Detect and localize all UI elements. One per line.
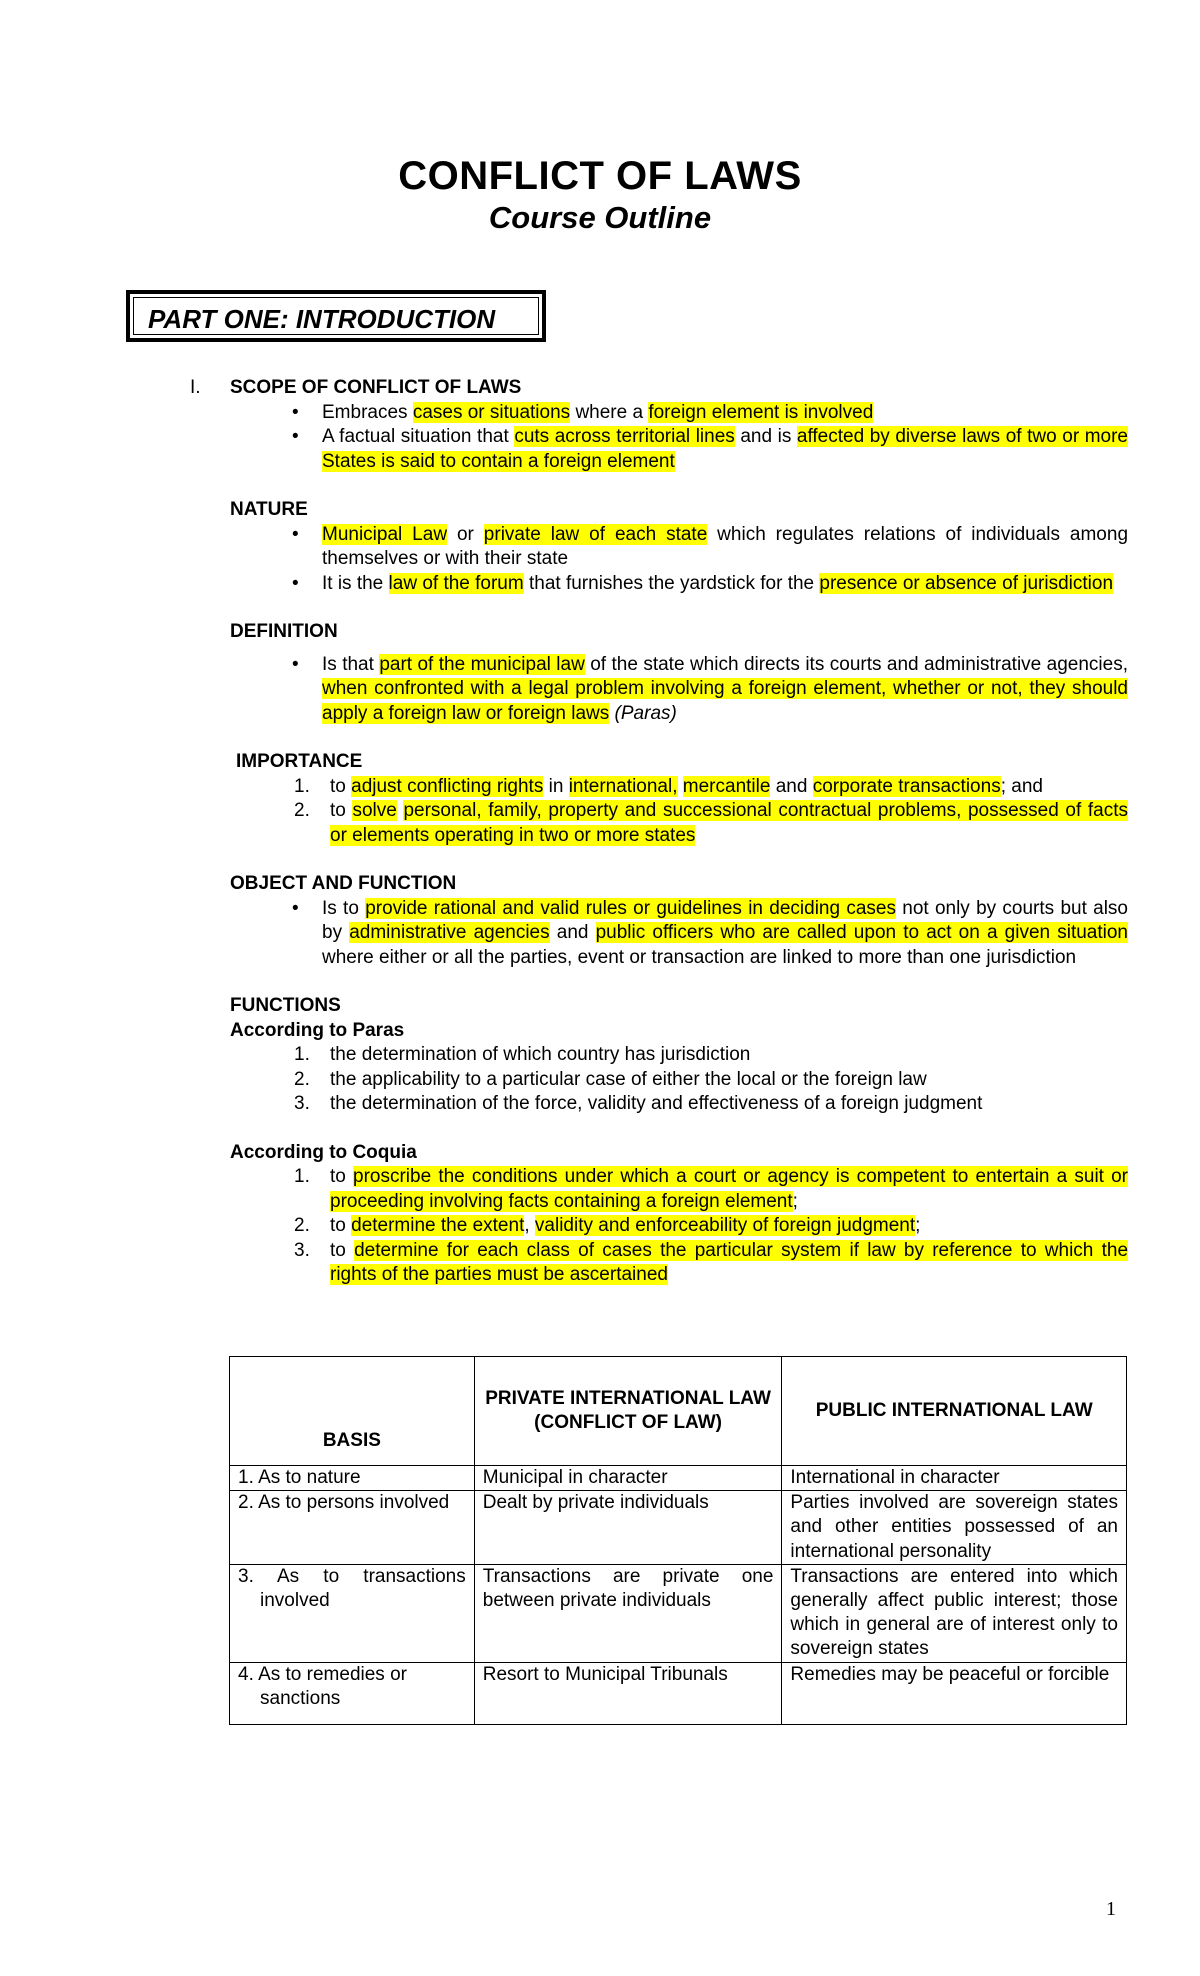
table-cell-basis: 3. As to transactions involved bbox=[230, 1564, 475, 1662]
table-cell-private: Transactions are private one between private individuals bbox=[474, 1564, 782, 1662]
outline-content bbox=[190, 376, 1129, 1288]
comparison-table bbox=[229, 1356, 1127, 1725]
list-item: 3. to determine for each class of cases the particular system if law by reference to which the rights of the parties must be ascertained bbox=[294, 1239, 1129, 1285]
object-bullets bbox=[230, 897, 1128, 971]
list-item: 3. the determination of the force, validity and effectiveness of a foreign judgment bbox=[294, 1093, 983, 1114]
definition-heading: DEFINITION bbox=[230, 621, 338, 642]
functions-heading: FUNCTIONS bbox=[230, 995, 341, 1016]
list-item: • Municipal Law or private law of each state which regulates relations of individuals among themselves or with their state bbox=[322, 523, 1128, 572]
list-item: • A factual situation that cuts across territorial lines and is affected by diverse laws of two or more States is said to contain a foreign element bbox=[322, 425, 1128, 474]
table-cell-public: International in character bbox=[782, 1466, 1127, 1491]
table-header-row bbox=[230, 1357, 1127, 1466]
table-cell-basis: 2. As to persons involved bbox=[230, 1491, 475, 1565]
table-cell-public: Transactions are entered into which generally affect public interest; those which in general are of interest only to sovereign states bbox=[782, 1564, 1127, 1662]
nature-bullets bbox=[230, 523, 1128, 597]
table-row bbox=[230, 1662, 1127, 1724]
table-cell-private: Resort to Municipal Tribunals bbox=[474, 1662, 782, 1724]
table-row bbox=[230, 1466, 1127, 1491]
scope-heading bbox=[190, 376, 1128, 401]
page-number: 1 bbox=[1106, 1898, 1116, 1920]
roman-numeral: I. bbox=[190, 377, 201, 398]
definition-bullets bbox=[230, 653, 1128, 727]
paras-list bbox=[230, 1043, 1128, 1117]
list-item: 2. to determine the extent, validity and enforceability of foreign judgment; bbox=[294, 1215, 921, 1236]
nature-heading: NATURE bbox=[230, 499, 308, 520]
coquia-list bbox=[230, 1165, 1128, 1288]
table-cell-basis: 4. As to remedies or sanctions bbox=[230, 1662, 475, 1724]
table-cell-public: Remedies may be peaceful or forcible bbox=[782, 1662, 1127, 1724]
page-title: CONFLICT OF LAWS bbox=[398, 154, 802, 198]
header-public-international-law: PUBLIC INTERNATIONAL LAW bbox=[782, 1357, 1127, 1466]
header-private-international-law: PRIVATE INTERNATIONAL LAW (CONFLICT OF LAW) bbox=[474, 1357, 782, 1466]
list-item: • It is the law of the forum that furnishes the yardstick for the presence or absence of jurisdiction bbox=[322, 572, 1128, 597]
list-item: • Is to provide rational and valid rules or guidelines in deciding cases not only by courts but also by administrative agencies and public officers who are called upon to act on a given situation where either or all the parties, event or transaction are linked to more than one jurisdiction bbox=[322, 897, 1128, 971]
list-item: 2. the applicability to a particular case of either the local or the foreign law bbox=[294, 1068, 927, 1090]
page-subtitle: Course Outline bbox=[488, 200, 712, 235]
part-heading-box bbox=[126, 290, 546, 342]
table-cell-private: Municipal in character bbox=[474, 1466, 782, 1491]
importance-list bbox=[230, 775, 1128, 849]
list-item: 1. to proscribe the conditions under which a court or agency is competent to entertain a suit or proceeding involving facts containing a foreign element; bbox=[294, 1166, 1129, 1212]
table-row bbox=[230, 1491, 1127, 1565]
paras-heading: According to Paras bbox=[230, 1019, 405, 1041]
list-item: 1. the determination of which country has jurisdiction bbox=[294, 1044, 751, 1065]
list-item: 1. to adjust conflicting rights in international, mercantile and corporate transactions; and bbox=[294, 775, 1043, 797]
table-cell-private: Dealt by private individuals bbox=[474, 1491, 782, 1565]
importance-heading: IMPORTANCE bbox=[236, 751, 363, 772]
scope-heading-text: SCOPE OF CONFLICT OF LAWS bbox=[230, 377, 522, 398]
scope-bullets bbox=[230, 401, 1128, 475]
list-item: • Is that part of the municipal law of the state which directs its courts and administrative agencies, when confronted with a legal problem involving a foreign element, whether or not, they should apply a foreign law or foreign laws (Paras) bbox=[322, 653, 1128, 727]
list-item: 2. to solve personal, family, property and successional contractual problems, possessed of facts or elements operating in two or more states bbox=[294, 800, 1129, 846]
list-item: • Embraces cases or situations where a foreign element is involved bbox=[322, 401, 1128, 426]
table-cell-public: Parties involved are sovereign states and other entities possessed of an international personality bbox=[782, 1491, 1127, 1565]
coquia-heading: According to Coquia bbox=[230, 1141, 417, 1163]
object-heading: OBJECT AND FUNCTION bbox=[230, 873, 457, 894]
header-basis: BASIS bbox=[230, 1357, 475, 1466]
part-heading: PART ONE: INTRODUCTION bbox=[133, 297, 539, 335]
table-row bbox=[230, 1564, 1127, 1662]
table-cell-basis: 1. As to nature bbox=[230, 1466, 475, 1491]
